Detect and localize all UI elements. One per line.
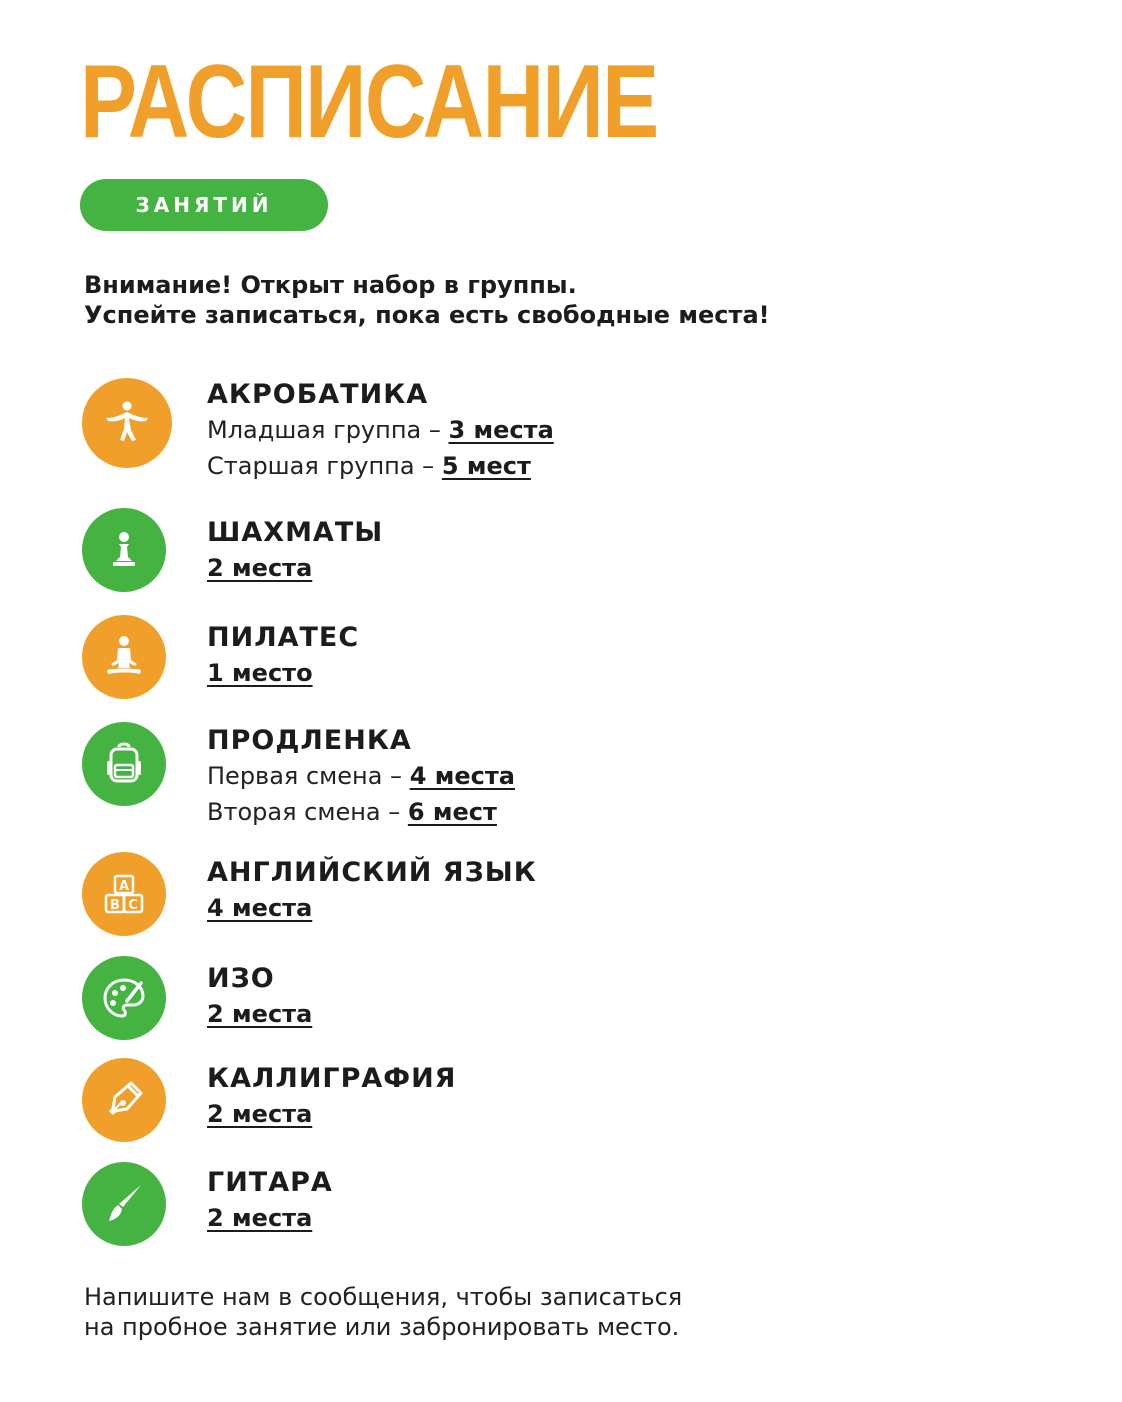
footer-text [84,1282,682,1342]
activity-line [207,890,537,926]
activity-line [207,550,383,586]
seats-count: 4 места [409,762,515,790]
block-letter-b: B [110,898,120,913]
activity-name: АКРОБАТИКА [207,379,429,410]
activity-line: Первая смена – 4 места [207,762,515,790]
activity-name: ИЗО [207,963,275,994]
activity-name: ГИТАРА [207,1167,333,1198]
footer-line-2: на пробное занятие или забронировать место. [84,1313,680,1341]
seats-count: 4 места [207,894,313,922]
block-letter-c: C [128,898,138,913]
acrobat-icon [82,378,172,468]
page-title: РАСПИСАНИЕ [80,44,658,160]
seats-count: 1 место [207,659,313,687]
subtitle-badge: ЗАНЯТИЙ [80,179,328,231]
abc-blocks-icon [82,852,166,936]
block-letter-a: A [118,879,130,894]
activity-line [207,996,312,1032]
footer-line-1: Напишите нам в сообщения, чтобы записаться [84,1283,683,1311]
intro-text [84,270,770,330]
meditation-icon [82,615,166,699]
seats-count: 2 места [207,1204,313,1232]
activity-line [207,1200,333,1236]
backpack-icon [82,722,166,806]
activity-line [207,1096,456,1132]
activity-name: АНГЛИЙСКИЙ ЯЗЫК [207,857,537,888]
activity-line: Вторая смена – 6 мест [207,798,497,826]
activity-line: Младшая группа – 3 места [207,416,554,444]
activity-line [207,655,359,691]
activity-name: ШАХМАТЫ [207,517,384,548]
seats-count: 3 места [448,416,554,444]
activity-name: ПРОДЛЕНКА [207,725,412,756]
seats-count: 2 места [207,554,313,582]
activity-name: ПИЛАТЕС [207,622,360,653]
brush-icon [82,1162,166,1246]
seats-count: 6 мест [407,798,497,826]
intro-line-2: Успейте записаться, пока есть свободные места! [84,301,770,329]
intro-line-1: Внимание! Открыт набор в группы. [84,271,577,299]
chess-pawn-icon [82,508,166,592]
seats-count: 5 мест [441,452,531,480]
seats-count: 2 места [207,1100,313,1128]
palette-icon [82,956,166,1040]
fountain-pen-icon [82,1058,166,1142]
seats-count: 2 места [207,1000,313,1028]
activity-name: КАЛЛИГРАФИЯ [207,1063,457,1094]
activity-line: Старшая группа – 5 мест [207,452,531,480]
